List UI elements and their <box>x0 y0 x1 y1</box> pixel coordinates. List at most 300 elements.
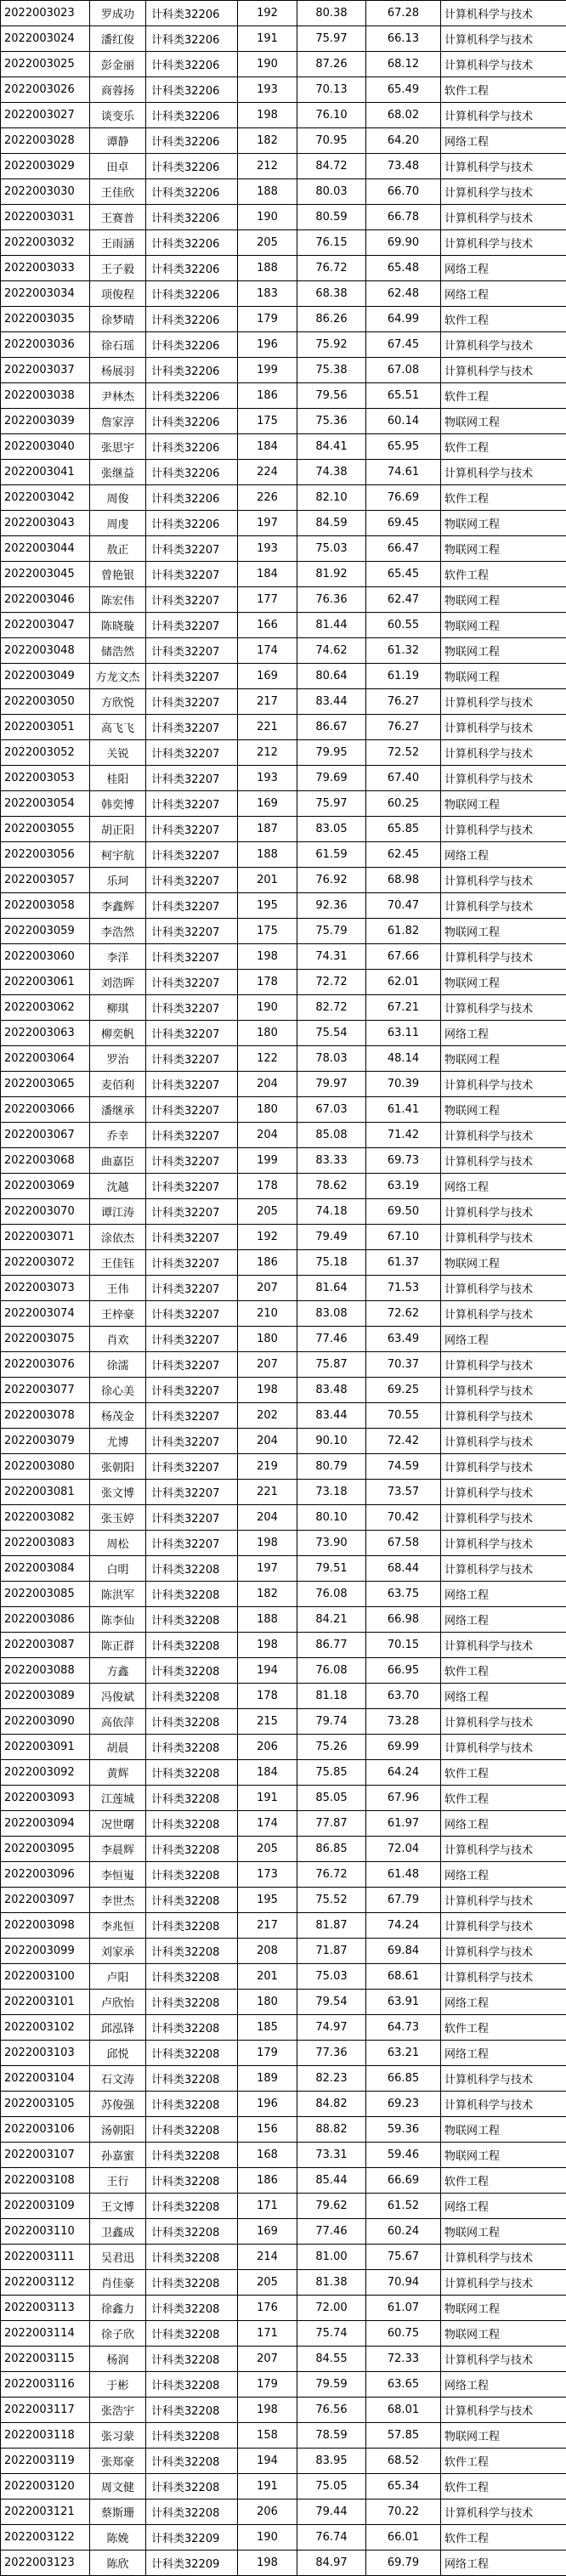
gpa-cell: 76.08 <box>297 1582 366 1607</box>
table-row <box>1 740 566 766</box>
class-cell: 计科类32206 <box>146 154 238 179</box>
class-cell: 计科类32206 <box>146 485 238 511</box>
table-row <box>1 2015 566 2041</box>
major-cell: 物联网工程 <box>441 638 566 664</box>
score-cell: 206 <box>238 1735 297 1760</box>
class-cell: 计科类32207 <box>146 1352 238 1378</box>
class-cell: 计科类32207 <box>146 715 238 740</box>
student-id-cell: 2022003079 <box>1 1429 90 1454</box>
gpa-cell: 85.05 <box>297 1786 366 1811</box>
student-id-cell: 2022003058 <box>1 893 90 919</box>
class-cell: 计科类32206 <box>146 205 238 230</box>
table-row <box>1 664 566 689</box>
student-name-cell: 孙嘉蜜 <box>90 2143 146 2168</box>
major-cell: 计算机科学与技术 <box>441 1913 566 1939</box>
table-row <box>1 358 566 383</box>
student-id-cell: 2022003108 <box>1 2168 90 2194</box>
gpa-cell: 76.36 <box>297 587 366 613</box>
major-cell: 网络工程 <box>441 2041 566 2066</box>
table-row <box>1 2117 566 2143</box>
total-cell: 61.07 <box>366 2296 441 2321</box>
major-cell: 计算机科学与技术 <box>441 817 566 842</box>
total-cell: 63.70 <box>366 1684 441 1709</box>
total-cell: 64.99 <box>366 307 441 332</box>
gpa-cell: 75.79 <box>297 919 366 944</box>
total-cell: 70.22 <box>366 2500 441 2525</box>
table-row <box>1 868 566 893</box>
total-cell: 61.82 <box>366 919 441 944</box>
student-id-cell: 2022003091 <box>1 1735 90 1760</box>
major-cell: 计算机科学与技术 <box>441 1225 566 1250</box>
total-cell: 63.49 <box>366 1327 441 1352</box>
class-cell: 计科类32207 <box>146 1199 238 1225</box>
score-cell: 192 <box>238 1225 297 1250</box>
gpa-cell: 68.38 <box>297 281 366 307</box>
student-name-cell: 田卓 <box>90 154 146 179</box>
score-cell: 184 <box>238 434 297 460</box>
gpa-cell: 84.97 <box>297 2551 366 2576</box>
table-row <box>1 766 566 791</box>
total-cell: 67.40 <box>366 766 441 791</box>
class-cell: 计科类32206 <box>146 103 238 128</box>
major-cell: 计算机科学与技术 <box>441 1429 566 1454</box>
gpa-cell: 90.10 <box>297 1429 366 1454</box>
student-name-cell: 尹林杰 <box>90 383 146 409</box>
class-cell: 计科类32207 <box>146 1072 238 1097</box>
gpa-cell: 84.21 <box>297 1607 366 1633</box>
gpa-cell: 79.49 <box>297 1225 366 1250</box>
class-cell: 计科类32208 <box>146 1837 238 1862</box>
score-cell: 186 <box>238 1250 297 1276</box>
total-cell: 62.01 <box>366 970 441 995</box>
student-name-cell: 詹家淳 <box>90 409 146 434</box>
class-cell: 计科类32208 <box>146 1684 238 1709</box>
student-name-cell: 曾艳银 <box>90 562 146 587</box>
total-cell: 67.45 <box>366 332 441 358</box>
score-cell: 204 <box>238 1123 297 1148</box>
score-cell: 177 <box>238 587 297 613</box>
class-cell: 计科类32207 <box>146 1276 238 1301</box>
score-cell: 217 <box>238 1913 297 1939</box>
table-row <box>1 1097 566 1123</box>
score-cell: 192 <box>238 1 297 26</box>
score-cell: 169 <box>238 791 297 817</box>
student-name-cell: 杨润 <box>90 2347 146 2372</box>
score-cell: 205 <box>238 1837 297 1862</box>
student-id-cell: 2022003086 <box>1 1607 90 1633</box>
student-id-cell: 2022003106 <box>1 2117 90 2143</box>
table-row <box>1 128 566 154</box>
major-cell: 物联网工程 <box>441 1097 566 1123</box>
student-id-cell: 2022003029 <box>1 154 90 179</box>
class-cell: 计科类32208 <box>146 2219 238 2245</box>
score-cell: 198 <box>238 103 297 128</box>
gpa-cell: 76.72 <box>297 256 366 281</box>
table-row <box>1 2168 566 2194</box>
student-name-cell: 黄辉 <box>90 1760 146 1786</box>
student-name-cell: 石文涛 <box>90 2066 146 2092</box>
score-cell: 156 <box>238 2117 297 2143</box>
student-id-cell: 2022003034 <box>1 281 90 307</box>
total-cell: 61.19 <box>366 664 441 689</box>
major-cell: 物联网工程 <box>441 2117 566 2143</box>
student-id-cell: 2022003085 <box>1 1582 90 1607</box>
class-cell: 计科类32208 <box>146 2066 238 2092</box>
student-name-cell: 王雨涵 <box>90 230 146 256</box>
table-row <box>1 817 566 842</box>
major-cell: 计算机科学与技术 <box>441 1939 566 1964</box>
total-cell: 72.62 <box>366 1301 441 1327</box>
student-name-cell: 江莲城 <box>90 1786 146 1811</box>
gpa-cell: 70.13 <box>297 77 366 103</box>
student-id-cell: 2022003084 <box>1 1556 90 1582</box>
class-cell: 计科类32206 <box>146 409 238 434</box>
class-cell: 计科类32208 <box>146 1556 238 1582</box>
major-cell: 网络工程 <box>441 1174 566 1199</box>
table-row <box>1 842 566 868</box>
table-row <box>1 944 566 970</box>
gpa-cell: 81.92 <box>297 562 366 587</box>
class-cell: 计科类32206 <box>146 1 238 26</box>
gpa-cell: 76.56 <box>297 2398 366 2423</box>
total-cell: 66.95 <box>366 1658 441 1684</box>
table-row <box>1 1862 566 1888</box>
class-cell: 计科类32208 <box>146 1964 238 1990</box>
table-row <box>1 893 566 919</box>
score-cell: 188 <box>238 256 297 281</box>
total-cell: 65.48 <box>366 256 441 281</box>
student-id-cell: 2022003047 <box>1 613 90 638</box>
total-cell: 63.19 <box>366 1174 441 1199</box>
student-id-cell: 2022003041 <box>1 460 90 485</box>
class-cell: 计科类32208 <box>146 2372 238 2398</box>
student-id-cell: 2022003074 <box>1 1301 90 1327</box>
major-cell: 计算机科学与技术 <box>441 1633 566 1658</box>
total-cell: 63.75 <box>366 1582 441 1607</box>
total-cell: 60.75 <box>366 2321 441 2347</box>
class-cell: 计科类32207 <box>146 638 238 664</box>
major-cell: 软件工程 <box>441 562 566 587</box>
student-id-cell: 2022003024 <box>1 26 90 52</box>
table-row <box>1 52 566 77</box>
student-name-cell: 张习蒙 <box>90 2423 146 2449</box>
gpa-cell: 79.74 <box>297 1709 366 1735</box>
gpa-cell: 75.05 <box>297 2474 366 2500</box>
score-cell: 180 <box>238 1327 297 1352</box>
total-cell: 69.23 <box>366 2092 441 2117</box>
student-id-cell: 2022003053 <box>1 766 90 791</box>
class-cell: 计科类32207 <box>146 1531 238 1556</box>
score-cell: 187 <box>238 817 297 842</box>
gpa-cell: 81.38 <box>297 2270 366 2296</box>
gpa-cell: 79.62 <box>297 2194 366 2219</box>
student-name-cell: 韩奕博 <box>90 791 146 817</box>
student-name-cell: 涂依杰 <box>90 1225 146 1250</box>
student-id-cell: 2022003025 <box>1 52 90 77</box>
student-name-cell: 柳琪 <box>90 995 146 1021</box>
total-cell: 72.52 <box>366 740 441 766</box>
total-cell: 66.47 <box>366 536 441 562</box>
class-cell: 计科类32208 <box>146 1658 238 1684</box>
score-cell: 185 <box>238 2015 297 2041</box>
class-cell: 计科类32207 <box>146 1250 238 1276</box>
table-row <box>1 1 566 26</box>
table-row <box>1 2423 566 2449</box>
score-cell: 190 <box>238 205 297 230</box>
gpa-cell: 85.08 <box>297 1123 366 1148</box>
table-row <box>1 1148 566 1174</box>
total-cell: 60.55 <box>366 613 441 638</box>
total-cell: 66.01 <box>366 2525 441 2551</box>
total-cell: 67.21 <box>366 995 441 1021</box>
student-id-cell: 2022003042 <box>1 485 90 511</box>
class-cell: 计科类32208 <box>146 2092 238 2117</box>
total-cell: 67.10 <box>366 1225 441 1250</box>
score-cell: 171 <box>238 2194 297 2219</box>
major-cell: 计算机科学与技术 <box>441 1403 566 1429</box>
total-cell: 63.11 <box>366 1021 441 1046</box>
student-id-cell: 2022003122 <box>1 2525 90 2551</box>
total-cell: 66.70 <box>366 179 441 205</box>
major-cell: 计算机科学与技术 <box>441 766 566 791</box>
student-id-cell: 2022003069 <box>1 1174 90 1199</box>
student-name-cell: 杨茂金 <box>90 1403 146 1429</box>
gpa-cell: 81.44 <box>297 613 366 638</box>
table-row <box>1 1199 566 1225</box>
student-id-cell: 2022003092 <box>1 1760 90 1786</box>
student-id-cell: 2022003065 <box>1 1072 90 1097</box>
class-cell: 计科类32207 <box>146 1097 238 1123</box>
student-id-cell: 2022003099 <box>1 1939 90 1964</box>
class-cell: 计科类32206 <box>146 26 238 52</box>
student-id-cell: 2022003105 <box>1 2092 90 2117</box>
total-cell: 65.45 <box>366 562 441 587</box>
major-cell: 计算机科学与技术 <box>441 1378 566 1403</box>
total-cell: 66.78 <box>366 205 441 230</box>
table-row <box>1 1939 566 1964</box>
table-row <box>1 1123 566 1148</box>
total-cell: 57.85 <box>366 2423 441 2449</box>
gpa-cell: 82.23 <box>297 2066 366 2092</box>
gpa-cell: 75.36 <box>297 409 366 434</box>
class-cell: 计科类32206 <box>146 434 238 460</box>
student-name-cell: 王伟 <box>90 1276 146 1301</box>
table-row <box>1 1378 566 1403</box>
total-cell: 66.13 <box>366 26 441 52</box>
table-row <box>1 383 566 409</box>
table-body <box>1 1 566 2576</box>
student-name-cell: 王子毅 <box>90 256 146 281</box>
major-cell: 物联网工程 <box>441 664 566 689</box>
gpa-cell: 76.15 <box>297 230 366 256</box>
total-cell: 62.48 <box>366 281 441 307</box>
score-cell: 202 <box>238 1403 297 1429</box>
score-cell: 188 <box>238 842 297 868</box>
student-name-cell: 柯宇航 <box>90 842 146 868</box>
gpa-cell: 83.33 <box>297 1148 366 1174</box>
class-cell: 计科类32208 <box>146 2500 238 2525</box>
major-cell: 网络工程 <box>441 2551 566 2576</box>
total-cell: 67.58 <box>366 1531 441 1556</box>
class-cell: 计科类32206 <box>146 179 238 205</box>
major-cell: 计算机科学与技术 <box>441 740 566 766</box>
class-cell: 计科类32207 <box>146 1174 238 1199</box>
major-cell: 计算机科学与技术 <box>441 179 566 205</box>
total-cell: 70.42 <box>366 1505 441 1531</box>
score-cell: 190 <box>238 995 297 1021</box>
score-cell: 180 <box>238 1097 297 1123</box>
gpa-cell: 80.64 <box>297 664 366 689</box>
class-cell: 计科类32207 <box>146 1454 238 1480</box>
gpa-cell: 75.18 <box>297 1250 366 1276</box>
table-row <box>1 2194 566 2219</box>
major-cell: 物联网工程 <box>441 511 566 536</box>
major-cell: 计算机科学与技术 <box>441 154 566 179</box>
student-name-cell: 张浩宇 <box>90 2398 146 2423</box>
score-cell: 214 <box>238 2245 297 2270</box>
student-id-cell: 2022003027 <box>1 103 90 128</box>
gpa-cell: 75.03 <box>297 536 366 562</box>
student-name-cell: 关锐 <box>90 740 146 766</box>
total-cell: 70.47 <box>366 893 441 919</box>
major-cell: 软件工程 <box>441 2525 566 2551</box>
table-row <box>1 1964 566 1990</box>
student-name-cell: 李鑫辉 <box>90 893 146 919</box>
class-cell: 计科类32207 <box>146 995 238 1021</box>
student-name-cell: 张思宇 <box>90 434 146 460</box>
table-row <box>1 715 566 740</box>
student-id-cell: 2022003077 <box>1 1378 90 1403</box>
gpa-cell: 79.51 <box>297 1556 366 1582</box>
gpa-cell: 73.90 <box>297 1531 366 1556</box>
major-cell: 软件工程 <box>441 2449 566 2474</box>
gpa-cell: 77.46 <box>297 1327 366 1352</box>
student-id-cell: 2022003112 <box>1 2270 90 2296</box>
table-row <box>1 536 566 562</box>
table-row <box>1 1480 566 1505</box>
total-cell: 68.98 <box>366 868 441 893</box>
class-cell: 计科类32207 <box>146 1301 238 1327</box>
major-cell: 计算机科学与技术 <box>441 1123 566 1148</box>
gpa-cell: 72.72 <box>297 970 366 995</box>
class-cell: 计科类32208 <box>146 2194 238 2219</box>
class-cell: 计科类32207 <box>146 791 238 817</box>
class-cell: 计科类32207 <box>146 919 238 944</box>
score-cell: 198 <box>238 1531 297 1556</box>
table-row <box>1 2219 566 2245</box>
class-cell: 计科类32208 <box>146 2041 238 2066</box>
table-row <box>1 1760 566 1786</box>
class-cell: 计科类32207 <box>146 587 238 613</box>
class-cell: 计科类32207 <box>146 740 238 766</box>
gpa-cell: 77.36 <box>297 2041 366 2066</box>
score-cell: 212 <box>238 154 297 179</box>
score-cell: 195 <box>238 893 297 919</box>
major-cell: 物联网工程 <box>441 919 566 944</box>
total-cell: 66.69 <box>366 2168 441 2194</box>
gpa-cell: 77.46 <box>297 2219 366 2245</box>
student-id-cell: 2022003083 <box>1 1531 90 1556</box>
student-name-cell: 桂阳 <box>90 766 146 791</box>
score-cell: 197 <box>238 1556 297 1582</box>
score-cell: 158 <box>238 2423 297 2449</box>
class-cell: 计科类32209 <box>146 2551 238 2576</box>
student-id-cell: 2022003045 <box>1 562 90 587</box>
major-cell: 网络工程 <box>441 281 566 307</box>
student-name-cell: 周俊 <box>90 485 146 511</box>
student-name-cell: 汤朝阳 <box>90 2117 146 2143</box>
major-cell: 计算机科学与技术 <box>441 2398 566 2423</box>
student-name-cell: 徐梦晴 <box>90 307 146 332</box>
student-name-cell: 柳奕帆 <box>90 1021 146 1046</box>
table-row <box>1 2449 566 2474</box>
major-cell: 计算机科学与技术 <box>441 230 566 256</box>
student-id-cell: 2022003117 <box>1 2398 90 2423</box>
student-name-cell: 王梓豪 <box>90 1301 146 1327</box>
gpa-cell: 79.44 <box>297 2500 366 2525</box>
major-cell: 网络工程 <box>441 1684 566 1709</box>
class-cell: 计科类32208 <box>146 2423 238 2449</box>
total-cell: 67.28 <box>366 1 441 26</box>
gpa-cell: 86.26 <box>297 307 366 332</box>
student-name-cell: 尤博 <box>90 1429 146 1454</box>
student-name-cell: 罗成功 <box>90 1 146 26</box>
total-cell: 66.85 <box>366 2066 441 2092</box>
total-cell: 61.48 <box>366 1862 441 1888</box>
class-cell: 计科类32208 <box>146 1811 238 1837</box>
gpa-cell: 81.18 <box>297 1684 366 1709</box>
total-cell: 61.52 <box>366 2194 441 2219</box>
class-cell: 计科类32207 <box>146 1403 238 1429</box>
class-cell: 计科类32207 <box>146 562 238 587</box>
major-cell: 网络工程 <box>441 1862 566 1888</box>
gpa-cell: 76.10 <box>297 103 366 128</box>
table-row <box>1 2270 566 2296</box>
table-row <box>1 1990 566 2015</box>
total-cell: 64.73 <box>366 2015 441 2041</box>
student-id-cell: 2022003110 <box>1 2219 90 2245</box>
major-cell: 物联网工程 <box>441 1046 566 1072</box>
student-id-cell: 2022003039 <box>1 409 90 434</box>
gpa-cell: 74.31 <box>297 944 366 970</box>
score-cell: 179 <box>238 2372 297 2398</box>
class-cell: 计科类32207 <box>146 1123 238 1148</box>
student-id-cell: 2022003078 <box>1 1403 90 1429</box>
student-id-cell: 2022003096 <box>1 1862 90 1888</box>
major-cell: 物联网工程 <box>441 791 566 817</box>
student-name-cell: 冯俊斌 <box>90 1684 146 1709</box>
student-name-cell: 王赛普 <box>90 205 146 230</box>
table-row <box>1 2525 566 2551</box>
gpa-cell: 83.48 <box>297 1378 366 1403</box>
class-cell: 计科类32207 <box>146 766 238 791</box>
gpa-cell: 75.26 <box>297 1735 366 1760</box>
student-name-cell: 谭江涛 <box>90 1199 146 1225</box>
class-cell: 计科类32207 <box>146 536 238 562</box>
class-cell: 计科类32208 <box>146 1939 238 1964</box>
student-id-cell: 2022003026 <box>1 77 90 103</box>
table-row <box>1 1301 566 1327</box>
class-cell: 计科类32207 <box>146 689 238 715</box>
student-id-cell: 2022003060 <box>1 944 90 970</box>
student-name-cell: 卫鑫成 <box>90 2219 146 2245</box>
score-cell: 208 <box>238 1939 297 1964</box>
student-id-cell: 2022003066 <box>1 1097 90 1123</box>
score-cell: 178 <box>238 970 297 995</box>
gpa-cell: 84.41 <box>297 434 366 460</box>
student-id-cell: 2022003072 <box>1 1250 90 1276</box>
student-name-cell: 王佳欣 <box>90 179 146 205</box>
